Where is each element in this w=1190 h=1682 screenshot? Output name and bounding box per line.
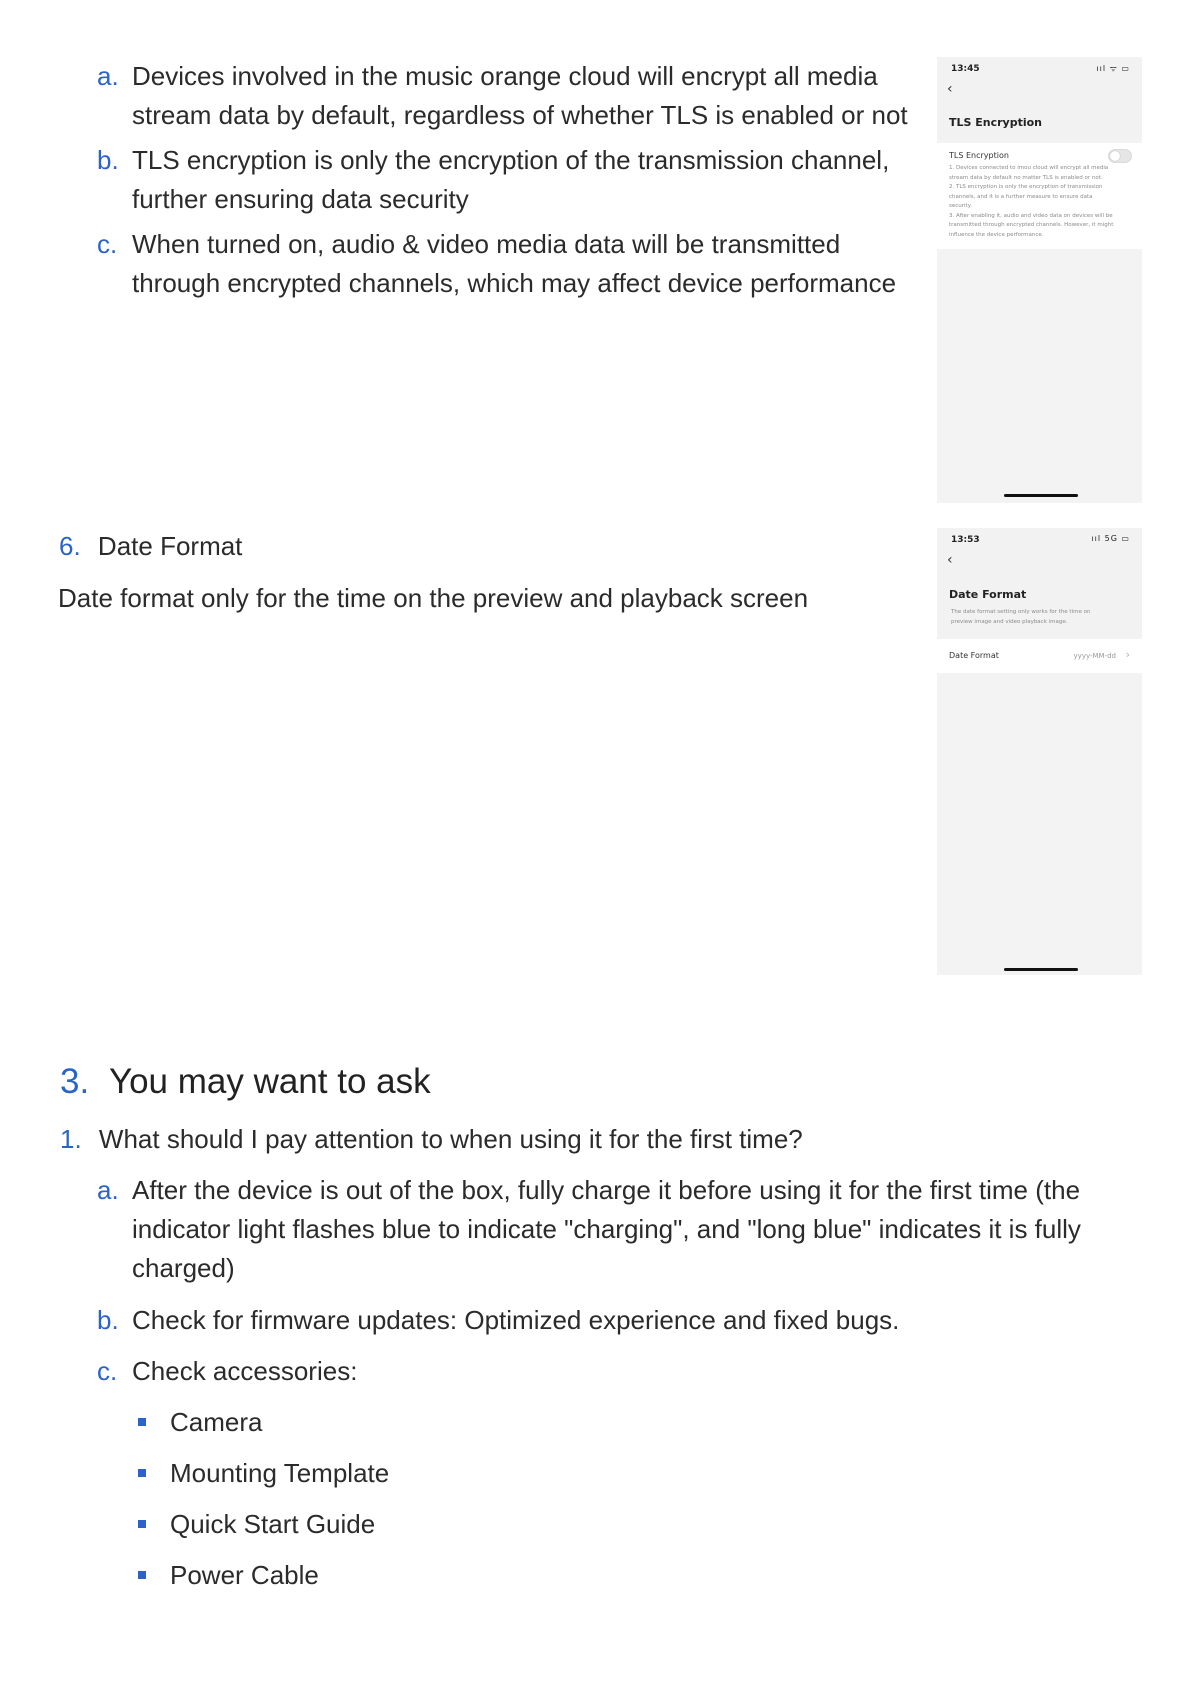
- list-text-line: further ensuring data security: [132, 184, 469, 214]
- desc-line: preview image and video playback image.: [951, 618, 1068, 625]
- desc-line: The date format setting only works for the time on: [951, 609, 1091, 615]
- tls-encryption-screenshot: [937, 57, 1142, 503]
- list-marker: 1.: [60, 1124, 82, 1154]
- list-marker: c.: [97, 229, 118, 259]
- bullet-square-icon: [138, 1520, 146, 1528]
- list-marker: c.: [97, 1356, 118, 1386]
- tls-description: [949, 164, 1134, 240]
- desc-line: 2. TLS encryption is only the encryption of transmission: [949, 184, 1103, 190]
- phone-header: [937, 528, 1142, 639]
- back-icon[interactable]: ‹: [947, 81, 953, 97]
- list-text-line: indicator light flashes blue to indicate "charging", and "long blue" indicates it is fully: [132, 1214, 1081, 1244]
- status-time: 13:45: [951, 64, 980, 74]
- tls-item-c: [97, 225, 897, 303]
- date-format-heading: [59, 527, 242, 566]
- accessory-text: Mounting Template: [170, 1458, 390, 1488]
- accessory-text: Quick Start Guide: [170, 1509, 376, 1539]
- date-format-screenshot: [937, 528, 1142, 975]
- accessory-item: [138, 1505, 375, 1544]
- answer-item-c: [97, 1352, 1097, 1391]
- date-format-hint: [951, 608, 1136, 627]
- accessory-text: Power Cable: [170, 1560, 319, 1590]
- date-format-title: Date Format: [97, 531, 243, 561]
- home-indicator: [1004, 494, 1078, 497]
- list-text-line: charged): [132, 1253, 235, 1283]
- list-text-line: When turned on, audio & video media data will be transmitted: [132, 229, 841, 259]
- phone-header: [937, 57, 1142, 139]
- list-marker: b.: [97, 1305, 119, 1335]
- accessory-text: Camera: [170, 1407, 263, 1437]
- tls-item-a: [97, 57, 908, 135]
- home-indicator: [1004, 968, 1078, 971]
- list-marker: a.: [97, 1175, 119, 1205]
- list-text-line: Check accessories:: [132, 1356, 358, 1386]
- tls-toggle[interactable]: [1108, 149, 1132, 163]
- bullet-square-icon: [138, 1418, 146, 1426]
- status-icons: ııl 5G ▭: [1091, 534, 1130, 543]
- status-time: 13:53: [951, 535, 980, 545]
- section-heading: [60, 1060, 431, 1104]
- list-marker: 6.: [59, 531, 81, 561]
- screen-title: TLS Encryption: [949, 116, 1043, 129]
- status-icons: ııl ᯤ ▭: [1096, 64, 1130, 73]
- desc-line: security.: [949, 203, 972, 209]
- section-title: You may want to ask: [108, 1062, 431, 1101]
- date-format-row[interactable]: [937, 639, 1142, 673]
- answer-item-a: [97, 1171, 1097, 1288]
- desc-line: 3. After enabling it, audio and video data on devices will be: [949, 212, 1113, 219]
- desc-line: transmitted through encrypted channels. However, it might: [949, 222, 1114, 228]
- bullet-square-icon: [138, 1469, 146, 1477]
- desc-line: stream data by default no matter TLS is enabled or not.: [949, 174, 1103, 181]
- accessory-item: [138, 1556, 319, 1595]
- bullet-square-icon: [138, 1571, 146, 1579]
- list-marker: a.: [97, 61, 119, 91]
- tls-item-b: [97, 141, 897, 219]
- list-text-line: Check for firmware updates: Optimized experience and fixed bugs.: [132, 1305, 900, 1335]
- tls-settings-card: [937, 143, 1142, 249]
- back-icon[interactable]: ‹: [947, 552, 953, 568]
- list-text-line: Devices involved in the music orange cloud will encrypt all media: [132, 61, 878, 91]
- section-number: 3.: [60, 1062, 90, 1101]
- list-text-line: through encrypted channels, which may affect device performance: [132, 268, 897, 298]
- chevron-right-icon: ›: [1125, 648, 1130, 661]
- date-format-description: Date format only for the time on the preview and playback screen: [58, 583, 809, 613]
- date-format-value: yyyy-MM-dd: [1073, 652, 1116, 660]
- list-marker: b.: [97, 145, 119, 175]
- question-text: What should I pay attention to when using it for the first time?: [98, 1124, 803, 1154]
- accessory-item: [138, 1454, 389, 1493]
- desc-line: influence the device performance.: [949, 231, 1044, 238]
- list-text-line: After the device is out of the box, fully charge it before using it for the first time (the: [132, 1175, 1081, 1205]
- answer-item-b: [97, 1301, 1097, 1340]
- date-format-row-label: Date Format: [949, 651, 999, 660]
- desc-line: 1. Devices connected to imou cloud will encrypt all media: [949, 165, 1109, 171]
- question-item: [60, 1120, 803, 1159]
- screen-title: Date Format: [949, 588, 1027, 601]
- list-text-line: stream data by default, regardless of whether TLS is enabled or not: [132, 100, 908, 130]
- list-text-line: TLS encryption is only the encryption of the transmission channel,: [132, 145, 890, 175]
- accessory-item: [138, 1403, 262, 1442]
- desc-line: channels, and it is a further measure to ensure data: [949, 193, 1093, 200]
- tls-toggle-label: TLS Encryption: [949, 151, 1009, 160]
